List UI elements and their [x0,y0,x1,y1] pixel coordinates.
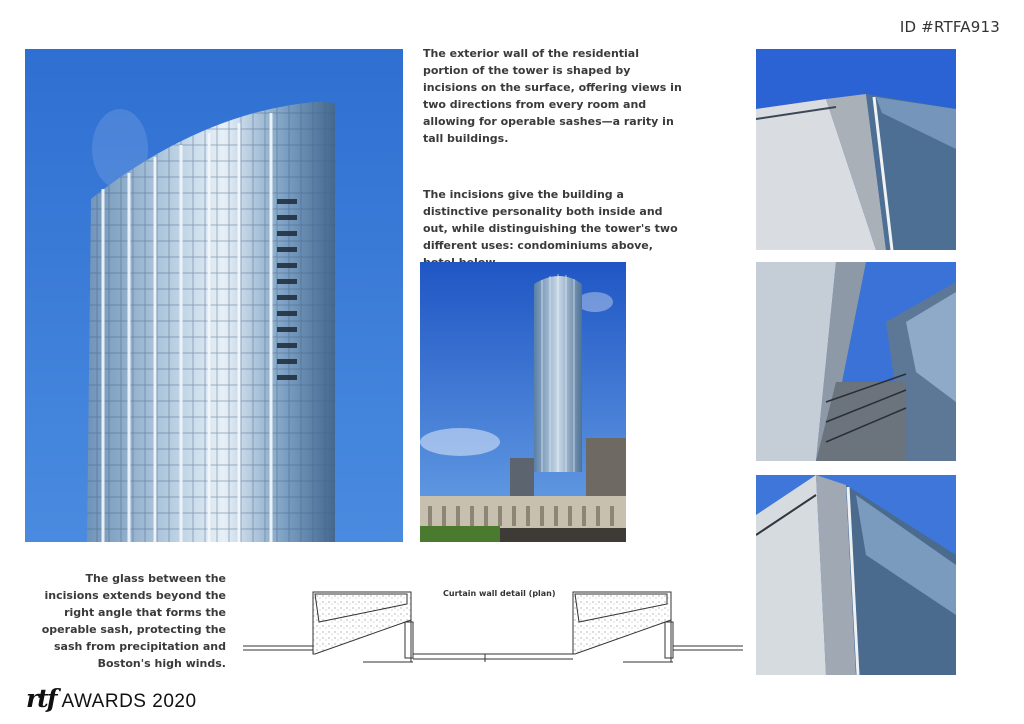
tower-main-photo [25,49,403,542]
paragraph-exterior-wall: The exterior wall of the residential portion of the tower is shaped by incisions on the surface, offering views in two directions from every room and allowing for operable sashes—a rarity in tall buildings. [423,47,682,145]
project-id: ID #RTFA913 [899,18,1000,36]
curtain-wall-caption: Curtain wall detail (plan) [443,589,556,598]
rtf-logo-mark: rtf [26,684,56,713]
curtain-wall-detail-drawing [243,582,743,674]
paragraph-incisions: The incisions give the building a distinctive personality both inside and out, while distinguishing the tower's two different uses: condominiums above, [423,188,678,252]
awards-year-label: AWARDS 2020 [61,691,197,712]
facade-detail-photo-bottom [756,475,956,675]
facade-detail-photo-middle [756,262,956,461]
rtf-awards-logo [26,684,197,713]
facade-detail-photo-top [756,49,956,250]
tower-context-photo [420,262,626,542]
paragraph-glass-sash: The glass between the incisions extends beyond the right angle that forms the operable sash, protecting the sash from precipitation and Boston's high winds. [41,572,226,670]
